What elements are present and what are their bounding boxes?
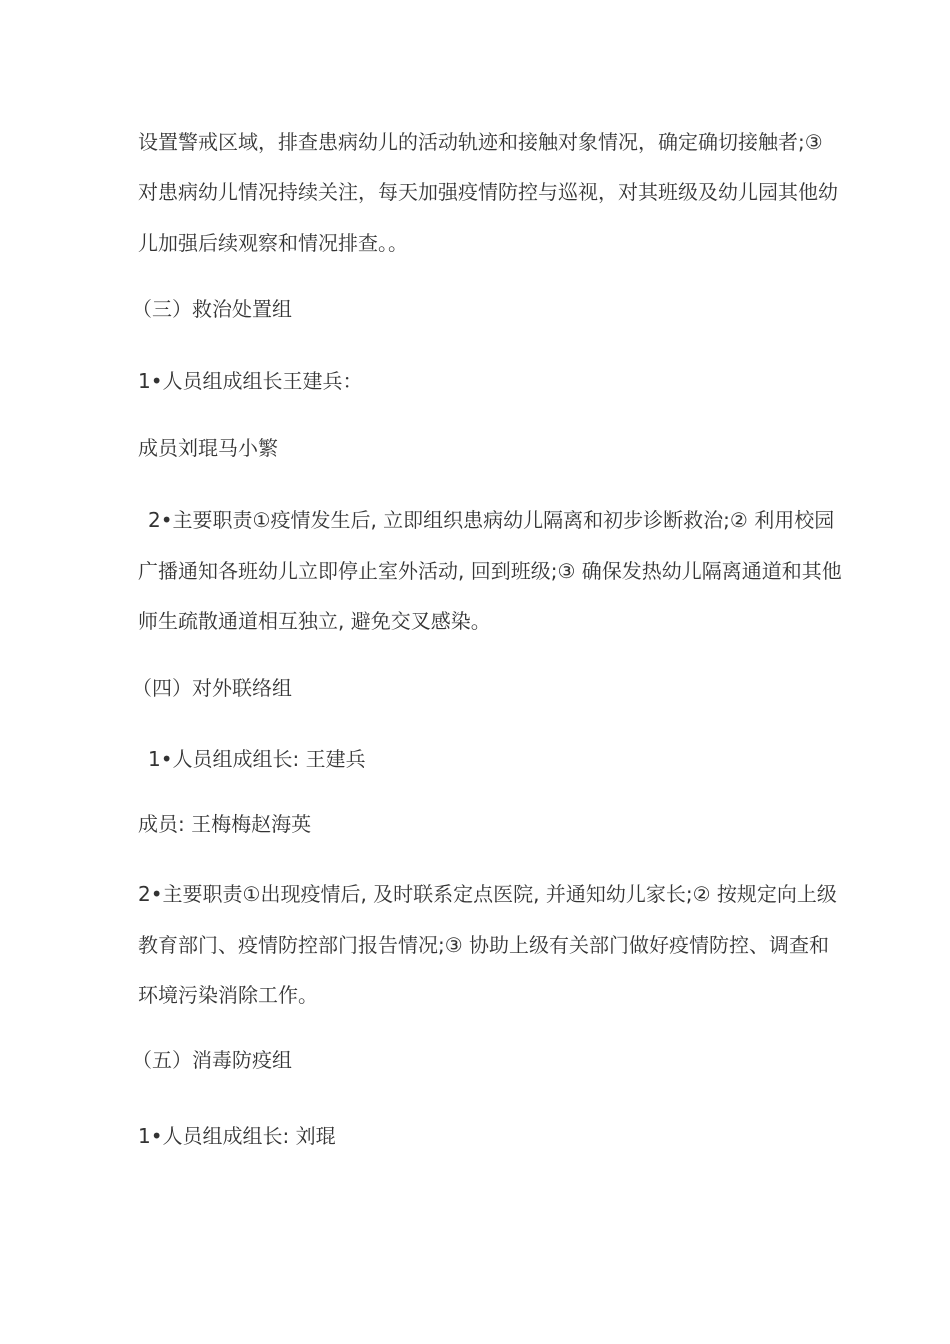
members-line: 成员刘琨马小繁 <box>138 436 278 460</box>
duties-line: 环境污染消除工作。 <box>138 983 318 1007</box>
duties-line: 2•主要职责①疫情发生后, 立即组织患病幼儿隔离和初步诊断救治;② 利用校园 <box>148 508 835 532</box>
paragraph-line: 设置警戒区域，排查患病幼儿的活动轨迹和接触对象情况，确定确切接触者;③ <box>138 130 823 154</box>
duties-line: 2•主要职责①出现疫情后, 及时联系定点医院, 并通知幼儿家长;② 按规定向上级 <box>138 882 837 906</box>
paragraph-line: 儿加强后续观察和情况排查。。 <box>138 231 408 255</box>
personnel-line: 1•人员组成组长: 刘琨 <box>138 1124 336 1148</box>
members-line: 成员: 王梅梅赵海英 <box>138 812 312 836</box>
section-heading-4: （四）对外联络组 <box>132 676 292 700</box>
section-heading-3: （三）救治处置组 <box>132 297 292 321</box>
duties-line: 广播通知各班幼儿立即停止室外活动, 回到班级;③ 确保发热幼儿隔离通道和其他 <box>138 559 842 583</box>
personnel-line: 1•人员组成组长王建兵： <box>138 369 363 393</box>
personnel-line: 1•人员组成组长: 王建兵 <box>148 747 366 771</box>
section-heading-5: （五）消毒防疫组 <box>132 1048 292 1072</box>
duties-line: 师生疏散通道相互独立, 避免交叉感染。 <box>138 609 491 633</box>
paragraph-line: 对患病幼儿情况持续关注，每天加强疫情防控与巡视，对其班级及幼儿园其他幼 <box>138 180 838 204</box>
duties-line: 教育部门、疫情防控部门报告情况;③ 协助上级有关部门做好疫情防控、调查和 <box>138 933 830 957</box>
